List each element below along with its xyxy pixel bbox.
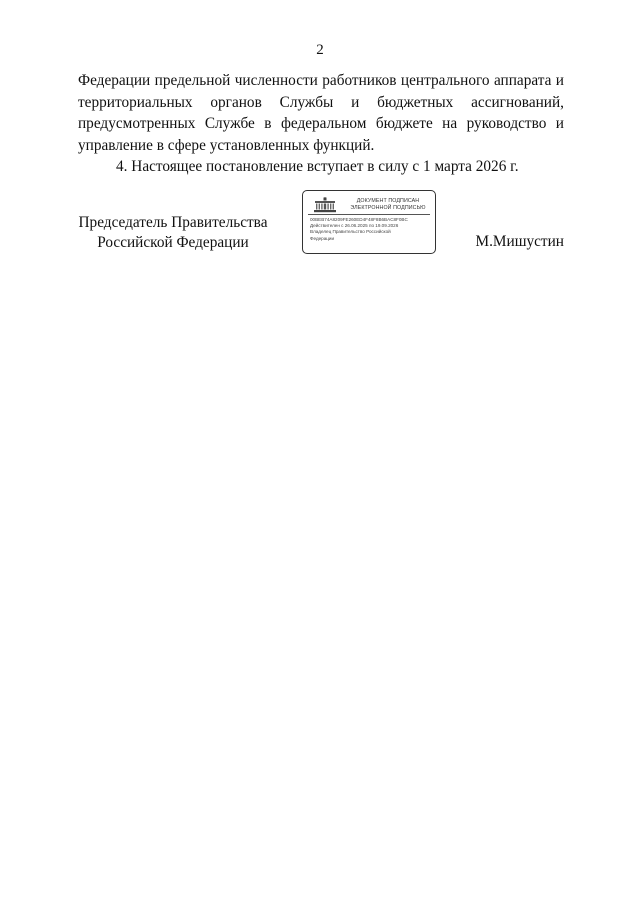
document-body [78,70,564,178]
signer-title-line-1: Председатель Правительства [78,214,268,231]
signer-title-line-2: Российской Федерации [97,234,249,251]
stamp-divider [308,214,430,215]
paragraph-clause-4: 4. Настоящее постановление вступает в силу с 1 марта 2026 г. [116,158,519,175]
government-building-emblem-icon [313,197,337,213]
stamp-owner-line-2: Федерации [310,235,335,241]
page-number: 2 [316,42,324,58]
stamp-certificate-number: 00BEB74A8209FE260ED4F48F8B6BAC8F0BC [310,217,408,222]
stamp-header [343,198,433,212]
signer-name: М.Мишустин [475,233,564,250]
stamp-validity: Действителен с 26.06.2025 по 19.09.2026 [310,223,399,229]
stamp-owner-line-1: Владелец Правительство Российской [310,229,391,235]
paragraph-continuation: Федерации предельной численности работников центрального аппарата и территориальных органов Службы и бюджетных ассигнований, предусмотренных Службе в федеральном бюджете на руководство и управление в сфере установленных функций. [78,72,564,154]
stamp-header-line-1: ДОКУМЕНТ ПОДПИСАН [356,198,420,204]
stamp-details [310,217,432,242]
stamp-header-line-2: ЭЛЕКТРОННОЙ ПОДПИСЬЮ [350,205,426,211]
signer-title [78,213,268,253]
electronic-signature-stamp [302,190,436,254]
